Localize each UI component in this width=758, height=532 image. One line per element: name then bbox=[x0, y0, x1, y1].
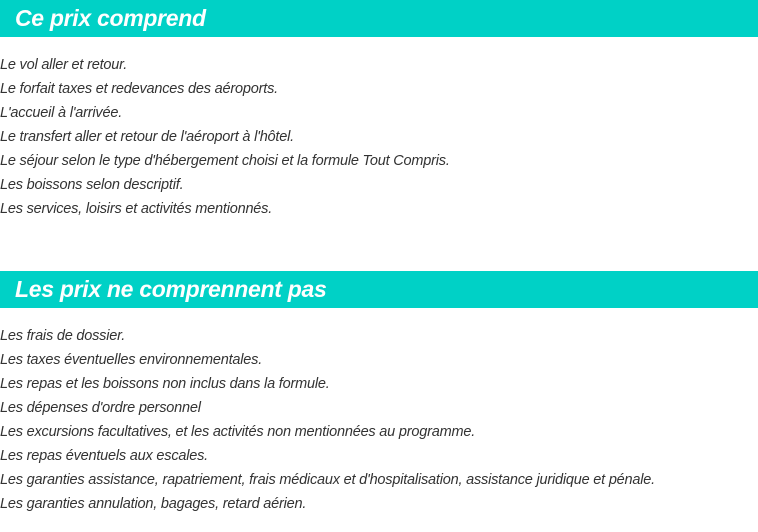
list-item: Les excursions facultatives, et les activités non mentionnées au programme. bbox=[0, 424, 476, 440]
list-item: Le transfert aller et retour de l'aéroport à l'hôtel. bbox=[0, 129, 294, 145]
list-item: Les repas et les boissons non inclus dans la formule. bbox=[0, 376, 330, 392]
list-item: Le séjour selon le type d'hébergement choisi et la formule Tout Compris. bbox=[0, 153, 450, 169]
list-item: L'accueil à l'arrivée. bbox=[0, 105, 123, 121]
excluded-section-header bbox=[0, 271, 758, 308]
included-section-title: Ce prix comprend bbox=[15, 5, 206, 31]
list-item: Les boissons selon descriptif. bbox=[0, 177, 184, 193]
list-item: Les services, loisirs et activités mentionnés. bbox=[0, 201, 273, 217]
list-item: Les repas éventuels aux escales. bbox=[0, 448, 209, 464]
list-item: Les taxes éventuelles environnementales. bbox=[0, 352, 263, 368]
list-item: Le vol aller et retour. bbox=[0, 57, 128, 73]
included-section-header bbox=[0, 0, 758, 37]
list-item: Les frais de dossier. bbox=[0, 328, 126, 344]
list-item: Les garanties assistance, rapatriement, frais médicaux et d'hospitalisation, assistance juridique et pénale. bbox=[0, 472, 655, 488]
excluded-items-list bbox=[0, 324, 758, 516]
included-items-list bbox=[0, 53, 758, 221]
list-item: Les dépenses d'ordre personnel bbox=[0, 400, 201, 416]
excluded-section-title: Les prix ne comprennent pas bbox=[15, 276, 327, 302]
list-item: Le forfait taxes et redevances des aéroports. bbox=[0, 81, 278, 97]
list-item: Les garanties annulation, bagages, retard aérien. bbox=[0, 496, 307, 512]
